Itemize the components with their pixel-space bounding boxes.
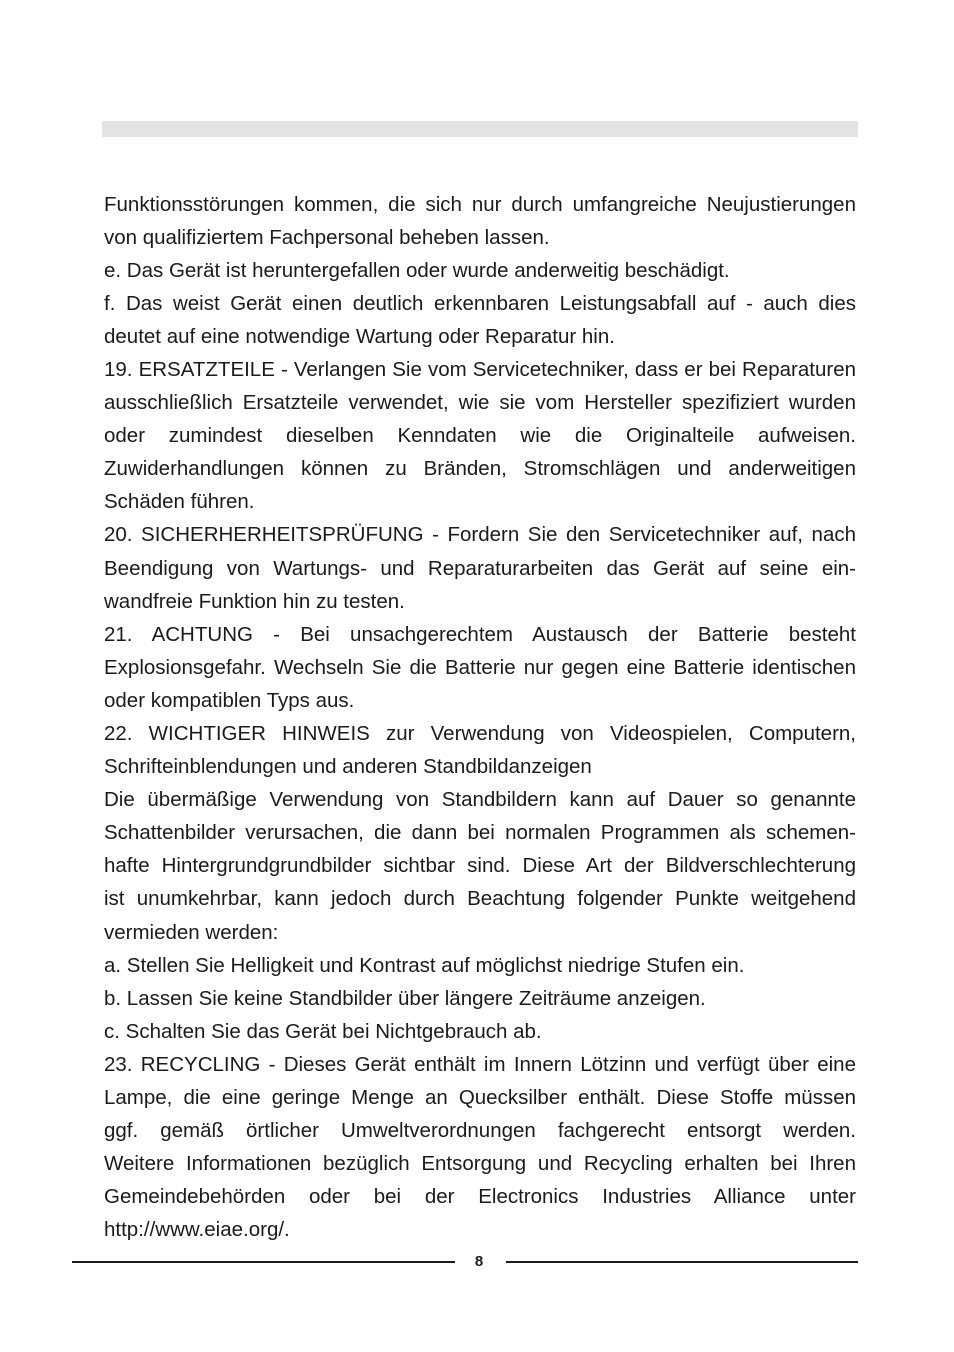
text-line: 21. ACHTUNG - Bei unsachgerechtem Austausch der Batterie besteht <box>104 622 856 646</box>
text-line: ggf. gemäß örtlicher Umweltverordnungen fachgerecht entsorgt werden. <box>104 1119 856 1143</box>
text-line: b. Lassen Sie keine Standbilder über längere Zeiträume anzeigen. <box>104 986 706 1010</box>
text-line: Weitere Informationen bezüglich Entsorgung und Recycling erhalten bei Ihren <box>104 1152 856 1176</box>
text-line: http://www.eiae.org/. <box>104 1218 290 1242</box>
text-line: Schrifteinblendungen und anderen Standbildanzeigen <box>104 755 592 779</box>
text-line: f. Das weist Gerät einen deutlich erkennbaren Leistungsabfall auf - auch dies <box>104 291 856 315</box>
section-22-heading <box>104 717 856 783</box>
list-item-e <box>104 254 856 287</box>
text-line: c. Schalten Sie das Gerät bei Nichtgebrauch ab. <box>104 1019 542 1043</box>
page-number: 8 <box>474 1253 484 1270</box>
page-body <box>104 188 856 1247</box>
text-line: ist unumkehrbar, kann jedoch durch Beachtung folgender Punkte weitgehend <box>104 887 856 911</box>
text-line: vermieden werden: <box>104 920 279 944</box>
list-item-a <box>104 949 856 982</box>
text-line: Lampe, die eine geringe Menge an Quecksilber enthält. Diese Stoffe müssen <box>104 1086 856 1110</box>
text-line: 20. SICHERHERHEITSPRÜFUNG - Fordern Sie den Servicetechniker auf, nach <box>104 523 856 547</box>
text-line: wandfreie Funktion hin zu testen. <box>104 589 405 613</box>
list-item-f <box>104 287 856 353</box>
text-line: von qualifiziertem Fachpersonal beheben lassen. <box>104 225 550 249</box>
section-20-sicherheitspruefung <box>104 518 856 617</box>
text-line: a. Stellen Sie Helligkeit und Kontrast auf möglichst niedrige Stufen ein. <box>104 953 745 977</box>
section-22-body <box>104 783 856 948</box>
text-line: Funktionsstörungen kommen, die sich nur durch umfangreiche Neujustierungen <box>104 192 856 216</box>
list-item-c <box>104 1015 856 1048</box>
text-line: deutet auf eine notwendige Wartung oder Reparatur hin. <box>104 324 615 348</box>
footer-rule-right <box>506 1261 858 1263</box>
text-line: ausschließlich Ersatzteile verwendet, wie sie vom Hersteller spezifiziert wurden <box>104 391 856 415</box>
text-line: Gemeindebehörden oder bei der Electronics Industries Alliance unter <box>104 1185 856 1209</box>
paragraph-continuation <box>104 188 856 254</box>
text-line: 22. WICHTIGER HINWEIS zur Verwendung von Videospielen, Computern, <box>104 722 856 745</box>
list-item-b <box>104 982 856 1015</box>
text-line: hafte Hintergrundgrundbilder sichtbar sind. Diese Art der Bildverschlechterung <box>104 854 856 878</box>
text-line: Zuwiderhandlungen können zu Bränden, Stromschlägen und anderweitigen <box>104 457 856 481</box>
section-23-recycling <box>104 1048 856 1247</box>
text-line: Schäden führen. <box>104 490 255 514</box>
text-line: Beendigung von Wartungs- und Reparaturarbeiten das Gerät auf seine ein- <box>104 556 856 580</box>
header-bar <box>102 121 858 137</box>
text-line: Die übermäßige Verwendung von Standbildern kann auf Dauer so genannte <box>104 788 856 812</box>
text-line: oder zumindest dieselben Kenndaten wie die Originalteile aufweisen. <box>104 424 856 448</box>
text-line: oder kompatiblen Typs aus. <box>104 688 355 712</box>
text-line: 23. RECYCLING - Dieses Gerät enthält im Innern Lötzinn und verfügt über eine <box>104 1052 856 1076</box>
text-line: 19. ERSATZTEILE - Verlangen Sie vom Servicetechniker, dass er bei Reparaturen <box>104 357 856 381</box>
text-line: Explosionsgefahr. Wechseln Sie die Batterie nur gegen eine Batterie identischen <box>104 655 856 679</box>
section-21-achtung <box>104 618 856 717</box>
text-line: Schattenbilder verursachen, die dann bei normalen Programmen als schemen- <box>104 821 856 845</box>
text-line: e. Das Gerät ist heruntergefallen oder wurde anderweitig beschädigt. <box>104 258 730 282</box>
section-19-ersatzteile <box>104 353 856 518</box>
footer-rule-left <box>72 1261 455 1263</box>
